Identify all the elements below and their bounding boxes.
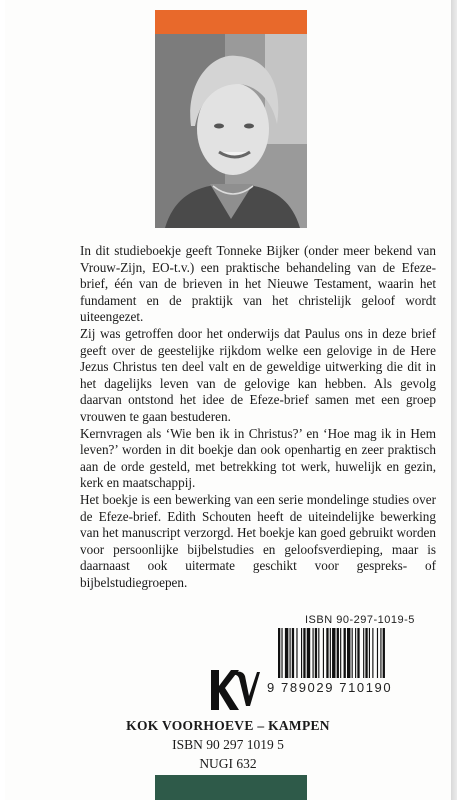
portrait-illustration [155, 34, 307, 228]
barcode-digits: 9 789029 710190 [267, 680, 393, 695]
page-edge-shadow [451, 0, 457, 800]
book-back-cover [5, 0, 451, 800]
publisher-isbn: ISBN 90 297 1019 5 [172, 737, 284, 752]
author-portrait [155, 34, 307, 228]
kv-publisher-logo-icon [203, 666, 261, 714]
barcode-isbn-label: ISBN 90-297-1019-5 [305, 614, 415, 626]
blurb-paragraph-4: Het boekje is een bewerking van een serie mondelinge studies over de Efeze-brief. Edith Schouten heeft de uiteindelijke bewerking van het manuscript verzorgd. Het boekje kan goed gebruikt worden voor persoonlijke bijbelstudies en geloofsverdieping, maar is daarnaast ook uitermate geschikt voor gespreks- of bijbelstudiegroepen. [80, 491, 436, 590]
bottom-color-band [155, 775, 307, 800]
back-cover-blurb [80, 243, 436, 591]
isbn-barcode [278, 628, 428, 678]
publisher-nugi: NUGI 632 [199, 756, 257, 771]
publisher-name: KOK VOORHOEVE – KAMPEN [126, 718, 330, 733]
blurb-paragraph-3: Kernvragen als ‘Wie ben ik in Christus?’ en ‘Hoe mag ik in Hem leven?’ worden in dit boekje dan ook openhartig en zeer praktisch aan de orde gesteld, met betrekking tot werk, huwelijk en gezin, kerk en maatschappij. [80, 425, 436, 491]
blurb-paragraph-1: In dit studieboekje geeft Tonneke Bijker (onder meer bekend van Vrouw-Zijn, EO-t.v.) een praktische behandeling van de Efeze-brief, één van de brieven in het Nieuwe Testament, waarin het fundament en de praktijk van het christelijk geloof wordt uiteengezet. [80, 243, 436, 325]
blurb-paragraph-2: Zij was getroffen door het onderwijs dat Paulus ons in deze brief geeft over de geestelijke rijkdom welke een gelovige in de Here Jezus Christus ten deel valt en de geweldige uitwerking die dit in het dagelijks leven van de gelovige kan hebben. Als gevolg daarvan ontstond het idee de Efeze-brief samen met een groep vrouwen te gaan bestuderen. [80, 325, 436, 424]
top-color-band [155, 10, 307, 34]
